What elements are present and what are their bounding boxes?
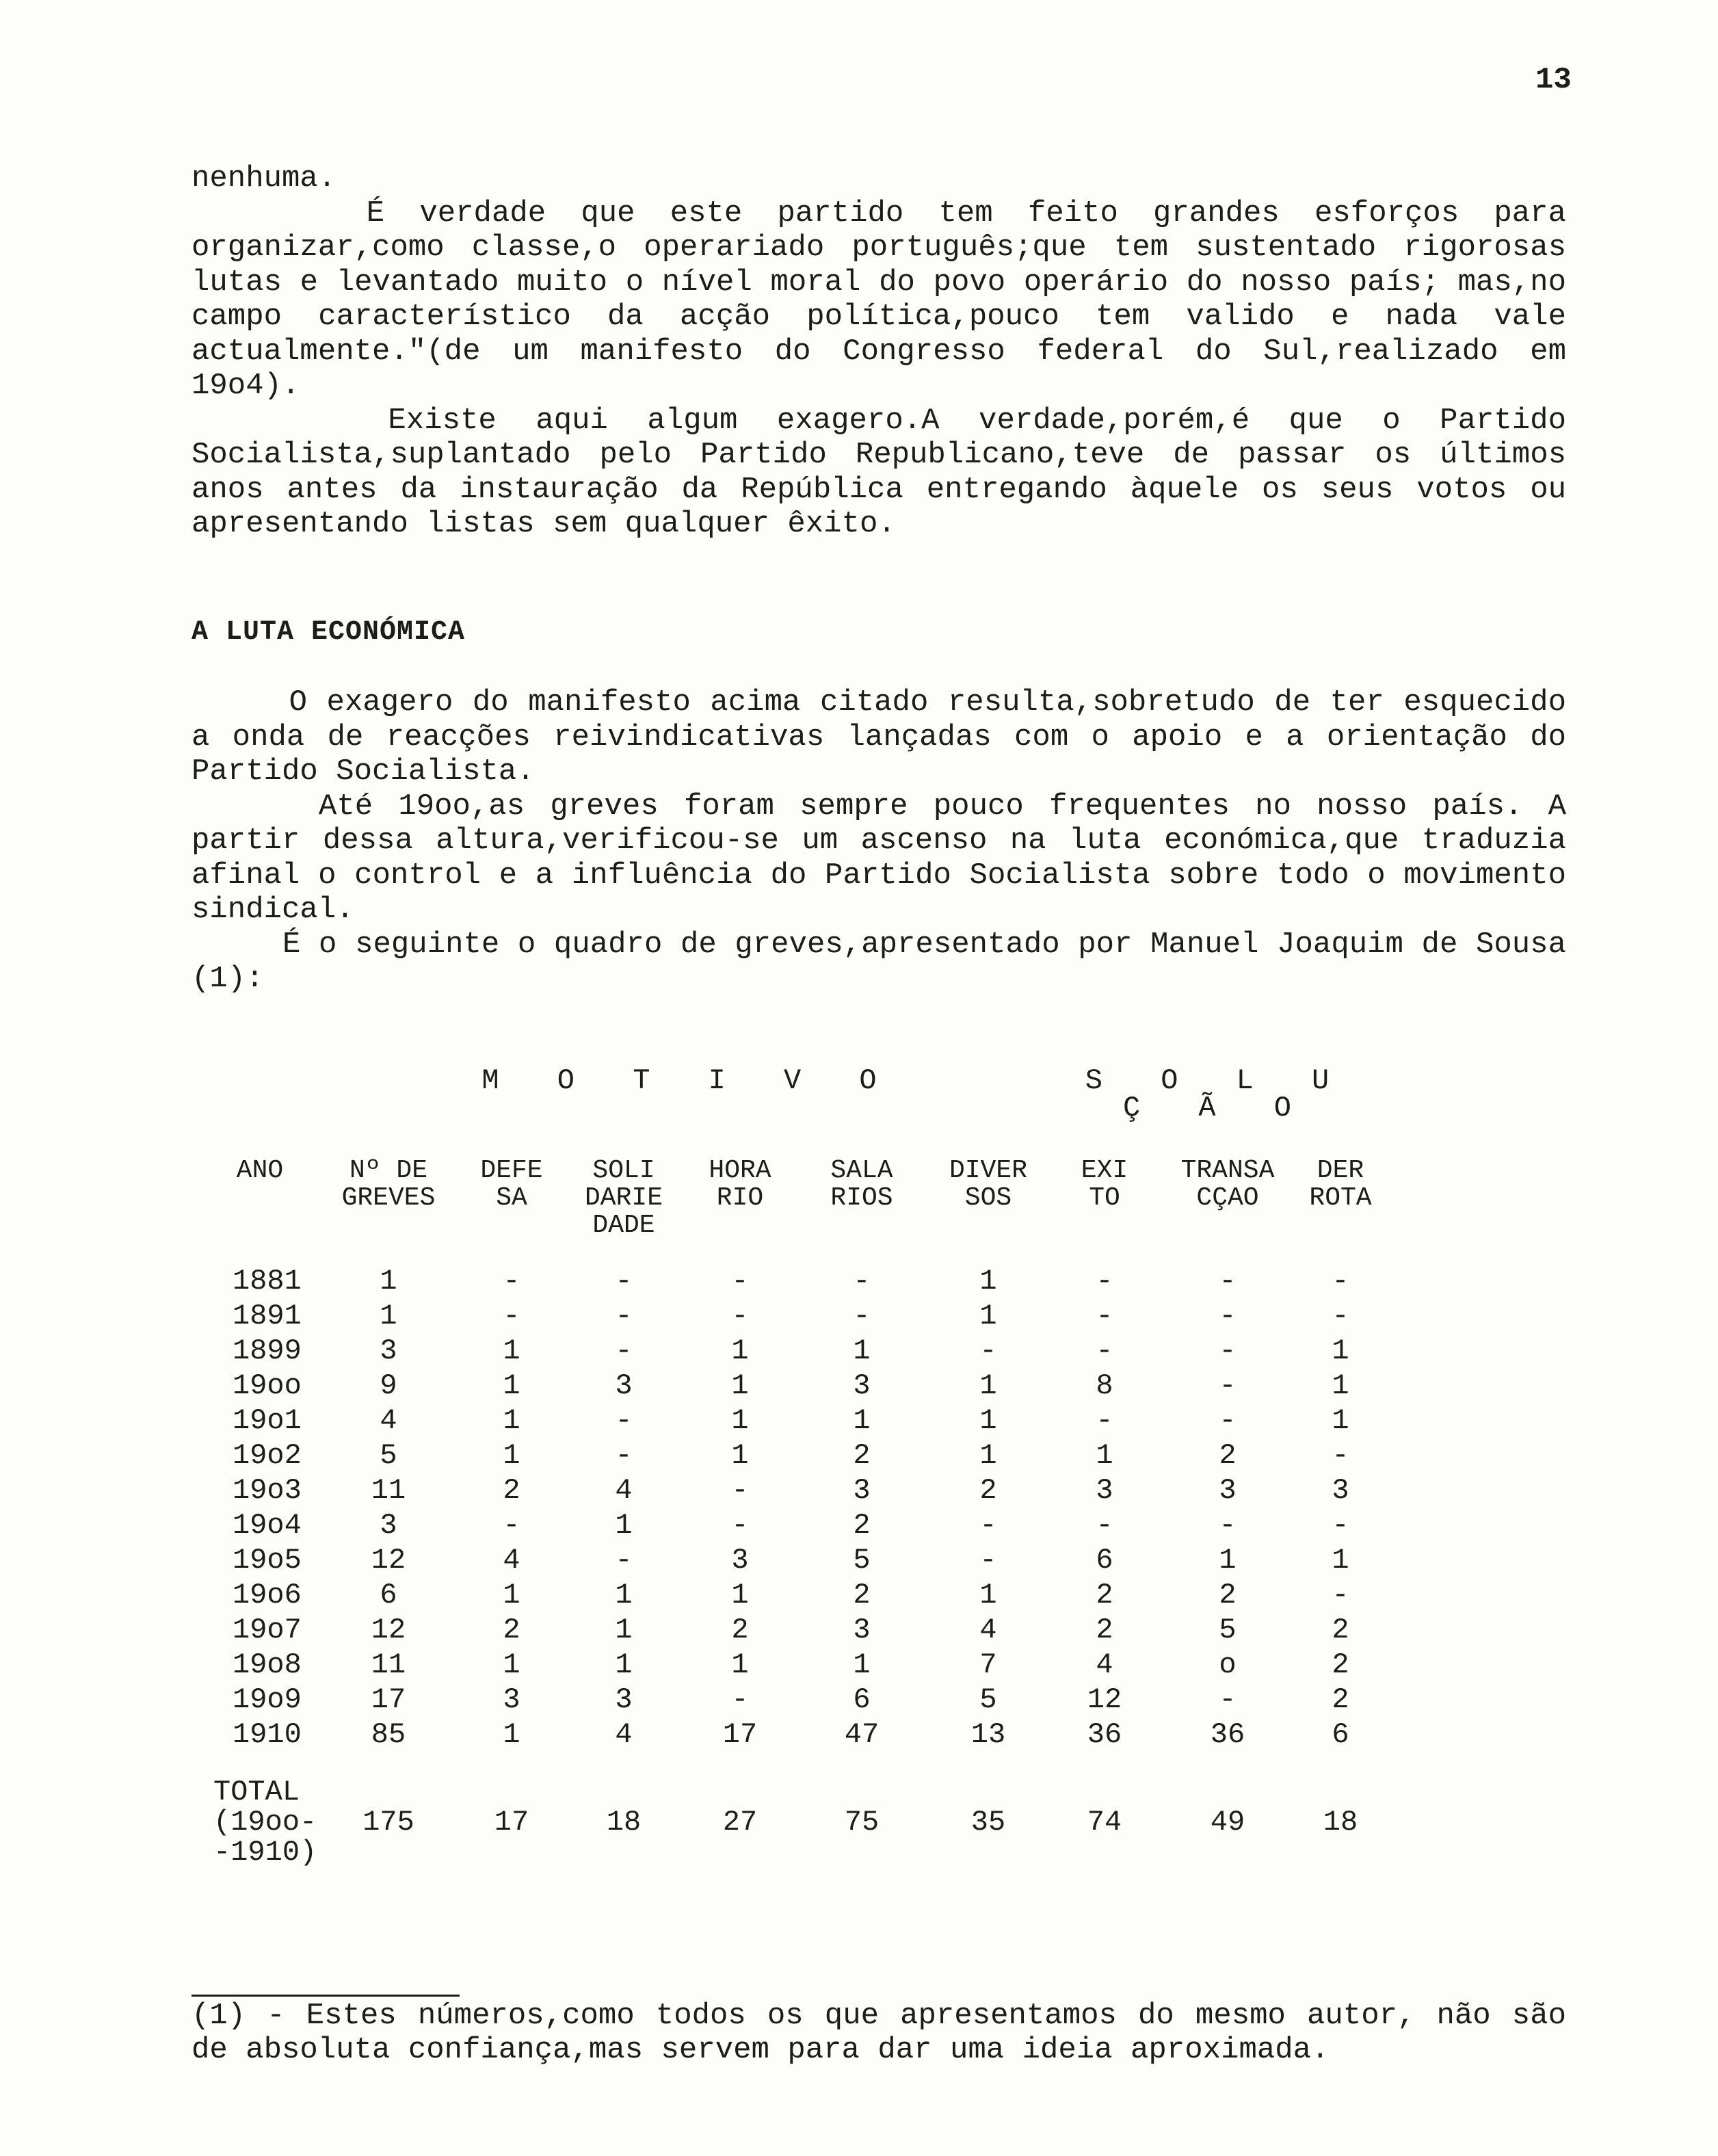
cell-salarios: 5	[853, 1544, 871, 1577]
cell-exito: -	[1096, 1335, 1113, 1367]
footnote: (1) - Estes números,como todos os que apresentamos do mesmo autor, não são de absoluta confiança,mas servem para dar uma ideia aproximada.	[191, 1999, 1566, 2067]
cell-greves: 12	[371, 1544, 406, 1577]
cell-derrota: 1	[1332, 1544, 1349, 1577]
cell-salarios: 3	[853, 1614, 871, 1646]
cell-horario: -	[731, 1265, 749, 1298]
cell-solidariedade: 1	[615, 1509, 633, 1542]
cell-horario: 17	[722, 1718, 758, 1751]
cell-ano: 19o5	[233, 1544, 302, 1577]
total-horario: 27	[722, 1806, 758, 1839]
table-row	[198, 1264, 1382, 1299]
cell-derrota: -	[1332, 1439, 1349, 1472]
table-row	[198, 1613, 1382, 1648]
cell-ano: 19o4	[233, 1509, 302, 1542]
intro-paragraph: nenhuma. É verdade que este partido tem feito grandes esforços para organizar,como classe,o operariado português;que tem sustentado rigorosas lutas e levantado muito o nível moral do povo operário do nosso país; mas,no campo característico da acção política,pouco tem valido e nada vale actualmente."(de um manifesto do Congresso federal do Sul,realizado em 19o4). Existe aqui algum exagero.A verdade,porém,é que o Partido Socialista,suplantado pelo Partido Republicano,teve de passar os últimos anos antes da instauração da República entregando àquele os seus votos ou apresentando listas sem qualquer êxito.	[191, 161, 1566, 541]
cell-defesa: 1	[503, 1369, 520, 1402]
cell-salarios: -	[853, 1300, 871, 1332]
cell-salarios: 6	[853, 1683, 871, 1716]
cell-horario: 1	[731, 1335, 749, 1367]
cell-exito: -	[1096, 1300, 1113, 1332]
cell-greves: 1	[380, 1265, 397, 1298]
cell-ano: 1881	[233, 1265, 302, 1298]
cell-exito: -	[1096, 1509, 1113, 1542]
total-row	[198, 1752, 1382, 1867]
column-header-greves: Nº DE GREVES	[341, 1156, 436, 1213]
total-derrota: 18	[1323, 1806, 1358, 1839]
cell-exito: 2	[1096, 1579, 1113, 1612]
footnote-rule	[191, 1995, 460, 1997]
cell-solidariedade: 4	[615, 1718, 633, 1751]
cell-ano: 19o7	[233, 1614, 302, 1646]
table-row	[198, 1369, 1382, 1404]
section-heading: A LUTA ECONÓMICA	[191, 617, 466, 648]
cell-ano: 1899	[233, 1335, 302, 1367]
total-diversos: 35	[970, 1806, 1006, 1839]
cell-defesa: -	[503, 1509, 520, 1542]
cell-derrota: 1	[1332, 1335, 1349, 1367]
table-row	[198, 1508, 1382, 1543]
cell-solidariedade: -	[615, 1404, 633, 1437]
cell-derrota: -	[1332, 1579, 1349, 1612]
strikes-table	[198, 1064, 1382, 1869]
table-row	[198, 1299, 1382, 1334]
cell-exito: 4	[1096, 1648, 1113, 1681]
total-solidariedade: 18	[606, 1806, 642, 1839]
cell-derrota: 3	[1332, 1474, 1349, 1507]
cell-ano: 19o3	[233, 1474, 302, 1507]
column-header-defesa: DEFE SA	[480, 1156, 543, 1213]
cell-derrota: 6	[1332, 1718, 1349, 1751]
table-row	[198, 1438, 1382, 1473]
cell-horario: 1	[731, 1648, 749, 1681]
cell-solidariedade: -	[615, 1335, 633, 1367]
cell-derrota: 1	[1332, 1369, 1349, 1402]
cell-greves: 11	[371, 1474, 406, 1507]
cell-salarios: 1	[853, 1335, 871, 1367]
cell-greves: 3	[380, 1509, 397, 1542]
cell-defesa: 2	[503, 1614, 520, 1646]
cell-exito: 6	[1096, 1544, 1113, 1577]
cell-exito: -	[1096, 1265, 1113, 1298]
cell-diversos: 7	[979, 1648, 997, 1681]
cell-exito: -	[1096, 1404, 1113, 1437]
cell-ano: 19o9	[233, 1683, 302, 1716]
cell-derrota: -	[1332, 1265, 1349, 1298]
cell-derrota: 2	[1332, 1648, 1349, 1681]
cell-derrota: 2	[1332, 1614, 1349, 1646]
table-row	[198, 1718, 1382, 1752]
column-header-diversos: DIVER SOS	[949, 1156, 1028, 1213]
column-header-solidariedade: SOLI DARIE DADE	[584, 1156, 663, 1240]
cell-diversos: -	[979, 1509, 997, 1542]
cell-transaccao: -	[1219, 1404, 1237, 1437]
cell-diversos: 1	[979, 1369, 997, 1402]
cell-horario: 1	[731, 1439, 749, 1472]
cell-defesa: 1	[503, 1335, 520, 1367]
cell-defesa: 4	[503, 1544, 520, 1577]
cell-diversos: 1	[979, 1579, 997, 1612]
cell-greves: 6	[380, 1579, 397, 1612]
cell-defesa: 1	[503, 1404, 520, 1437]
cell-defesa: 1	[503, 1718, 520, 1751]
cell-exito: 36	[1087, 1718, 1122, 1751]
cell-transaccao: 2	[1219, 1439, 1237, 1472]
cell-greves: 3	[380, 1335, 397, 1367]
cell-transaccao: -	[1219, 1369, 1237, 1402]
cell-transaccao: 2	[1219, 1579, 1237, 1612]
column-header-ano: ANO	[236, 1156, 284, 1185]
cell-solidariedade: -	[615, 1300, 633, 1332]
cell-derrota: -	[1332, 1509, 1349, 1542]
cell-diversos: 1	[979, 1404, 997, 1437]
cell-solidariedade: 3	[615, 1369, 633, 1402]
table-row	[198, 1683, 1382, 1718]
column-header-salarios: SALA RIOS	[830, 1156, 893, 1213]
cell-horario: 1	[731, 1369, 749, 1402]
cell-diversos: 5	[979, 1683, 997, 1716]
cell-salarios: 2	[853, 1579, 871, 1612]
section-paragraph: O exagero do manifesto acima citado resulta,sobretudo de ter esquecido a onda de reacções reivindicativas lançadas com o apoio e a orientação do Partido Socialista. Até 19oo,as greves foram sempre pouco frequentes no nosso país. A partir dessa altura,verificou-se um ascenso na luta económica,que traduzia afinal o control e a influência do Partido Socialista sobre todo o movimento sindical. É o seguinte o quadro de greves,apresentado por Manuel Joaquim de Sousa (1):	[191, 685, 1566, 996]
column-header-derrota: DER ROTA	[1309, 1156, 1372, 1213]
cell-solidariedade: 4	[615, 1474, 633, 1507]
cell-greves: 4	[380, 1404, 397, 1437]
cell-ano: 19oo	[233, 1369, 302, 1402]
cell-defesa: 1	[503, 1648, 520, 1681]
cell-transaccao: -	[1219, 1265, 1237, 1298]
cell-derrota: -	[1332, 1300, 1349, 1332]
column-header-transaccao: TRANSA CÇAO	[1180, 1156, 1275, 1213]
cell-horario: -	[731, 1683, 749, 1716]
cell-solidariedade: 3	[615, 1683, 633, 1716]
cell-horario: 3	[731, 1544, 749, 1577]
cell-transaccao: 3	[1219, 1474, 1237, 1507]
cell-ano: 19o6	[233, 1579, 302, 1612]
cell-defesa: -	[503, 1300, 520, 1332]
cell-greves: 9	[380, 1369, 397, 1402]
total-transaccao: 49	[1210, 1806, 1245, 1839]
total-exito: 74	[1087, 1806, 1122, 1839]
cell-diversos: 13	[970, 1718, 1006, 1751]
cell-transaccao: -	[1219, 1335, 1237, 1367]
cell-diversos: 1	[979, 1265, 997, 1298]
cell-defesa: 1	[503, 1439, 520, 1472]
cell-defesa: 3	[503, 1683, 520, 1716]
cell-transaccao: -	[1219, 1683, 1237, 1716]
cell-solidariedade: 1	[615, 1614, 633, 1646]
cell-ano: 19o8	[233, 1648, 302, 1681]
total-defesa: 17	[494, 1806, 529, 1839]
table-row	[198, 1404, 1382, 1438]
cell-diversos: -	[979, 1335, 997, 1367]
total-greves: 175	[362, 1806, 414, 1839]
cell-diversos: -	[979, 1544, 997, 1577]
cell-exito: 12	[1087, 1683, 1122, 1716]
cell-transaccao: o	[1219, 1648, 1237, 1681]
table-row	[198, 1473, 1382, 1508]
table-row	[198, 1543, 1382, 1578]
column-header-horario: HORA RIO	[709, 1156, 771, 1213]
cell-diversos: 1	[979, 1439, 997, 1472]
motivo-group-header: M O T I V O	[481, 1064, 897, 1097]
cell-exito: 3	[1096, 1474, 1113, 1507]
cell-salarios: 3	[853, 1474, 871, 1507]
cell-defesa: 1	[503, 1579, 520, 1612]
cell-transaccao: 36	[1210, 1718, 1245, 1751]
cell-salarios: 47	[844, 1718, 880, 1751]
cell-salarios: 3	[853, 1369, 871, 1402]
solucao-group-header: S O L U Ç Ã O	[1085, 1064, 1350, 1125]
cell-ano: 1891	[233, 1300, 302, 1332]
cell-ano: 19o1	[233, 1404, 302, 1437]
cell-diversos: 2	[979, 1474, 997, 1507]
cell-horario: 2	[731, 1614, 749, 1646]
cell-solidariedade: -	[615, 1265, 633, 1298]
cell-salarios: 1	[853, 1404, 871, 1437]
cell-transaccao: 5	[1219, 1614, 1237, 1646]
cell-solidariedade: 1	[615, 1579, 633, 1612]
cell-horario: -	[731, 1300, 749, 1332]
cell-salarios: 2	[853, 1509, 871, 1542]
cell-derrota: 2	[1332, 1683, 1349, 1716]
cell-greves: 17	[371, 1683, 406, 1716]
page-number: 13	[1535, 63, 1572, 97]
cell-solidariedade: -	[615, 1439, 633, 1472]
cell-transaccao: 1	[1219, 1544, 1237, 1577]
cell-diversos: 4	[979, 1614, 997, 1646]
cell-solidariedade: -	[615, 1544, 633, 1577]
cell-salarios: 1	[853, 1648, 871, 1681]
cell-transaccao: -	[1219, 1300, 1237, 1332]
cell-defesa: 2	[503, 1474, 520, 1507]
cell-defesa: -	[503, 1265, 520, 1298]
cell-greves: 1	[380, 1300, 397, 1332]
cell-derrota: 1	[1332, 1404, 1349, 1437]
column-header-exito: EXI TO	[1081, 1156, 1128, 1213]
cell-exito: 8	[1096, 1369, 1113, 1402]
cell-salarios: 2	[853, 1439, 871, 1472]
cell-horario: -	[731, 1509, 749, 1542]
table-row	[198, 1334, 1382, 1369]
cell-greves: 85	[371, 1718, 406, 1751]
cell-transaccao: -	[1219, 1509, 1237, 1542]
cell-greves: 5	[380, 1439, 397, 1472]
cell-salarios: -	[853, 1265, 871, 1298]
cell-diversos: 1	[979, 1300, 997, 1332]
total-salarios: 75	[844, 1806, 880, 1839]
total-label: TOTAL (19oo- -1910)	[213, 1776, 317, 1869]
cell-greves: 12	[371, 1614, 406, 1646]
cell-horario: 1	[731, 1404, 749, 1437]
cell-ano: 19o2	[233, 1439, 302, 1472]
strikes-table-body	[198, 1264, 1382, 1752]
cell-exito: 1	[1096, 1439, 1113, 1472]
cell-ano: 1910	[233, 1718, 302, 1751]
table-row	[198, 1648, 1382, 1683]
table-row	[198, 1578, 1382, 1613]
cell-horario: -	[731, 1474, 749, 1507]
cell-solidariedade: 1	[615, 1648, 633, 1681]
cell-horario: 1	[731, 1579, 749, 1612]
cell-greves: 11	[371, 1648, 406, 1681]
cell-exito: 2	[1096, 1614, 1113, 1646]
